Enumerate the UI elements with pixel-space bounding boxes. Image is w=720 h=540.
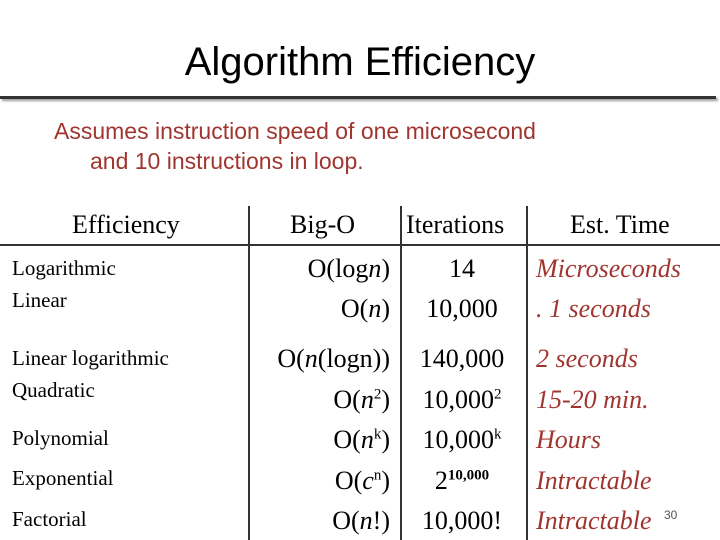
iterations-cell: 10,000$^2$ <box>422 385 502 414</box>
time-cell: 2 seconds <box>536 344 638 373</box>
header-divider <box>0 244 720 246</box>
bigo-cell: O(logn) <box>307 254 390 283</box>
iterations-cell: 140,000 <box>419 344 505 373</box>
header-bigo: Big-O <box>290 210 355 239</box>
efficiency-label: Linear logarithmic <box>12 346 169 370</box>
iterations-cell: 10,000$^k$ <box>422 425 502 454</box>
time-cell: Intractable <box>536 466 652 495</box>
subtitle-line-2: and 10 instructions in loop. <box>90 148 364 174</box>
bigo-cell: $O(n^k)$ <box>333 425 390 454</box>
iterations-cell: 10,000! <box>421 506 503 535</box>
time-cell: 15-20 min. <box>536 385 649 414</box>
header-efficiency: Efficiency <box>72 210 180 239</box>
column-divider-2 <box>400 206 402 540</box>
title-divider <box>0 96 716 99</box>
subtitle-line-1: Assumes instruction speed of one microsecond <box>54 118 536 144</box>
efficiency-label: Linear <box>12 288 67 312</box>
page-number: 30 <box>664 508 678 522</box>
iterations-cell: 2$^{10,000}$ <box>434 466 490 495</box>
slide-title: Algorithm Efficiency <box>184 40 536 84</box>
bigo-cell: O(n(logn)) <box>277 344 390 373</box>
iterations-cell: 10,000 <box>426 294 498 323</box>
bigo-cell: O(n) <box>340 294 390 323</box>
bigo-cell: $O(c^n)$ <box>334 466 390 495</box>
efficiency-label: Factorial <box>12 507 87 531</box>
efficiency-label: Quadratic <box>12 378 95 402</box>
efficiency-label: Exponential <box>12 466 114 490</box>
time-cell: Intractable <box>536 506 652 535</box>
efficiency-label: Polynomial <box>12 426 109 450</box>
column-divider-1 <box>248 206 250 540</box>
time-cell: Hours <box>536 425 602 454</box>
header-est-time: Est. Time <box>570 210 670 239</box>
time-cell: Microseconds <box>536 254 681 283</box>
time-cell: . 1 seconds <box>536 294 651 323</box>
bigo-cell: $O(n^2)$ <box>333 385 390 414</box>
iterations-cell: 14 <box>449 254 475 283</box>
header-iterations: Iterations <box>406 210 505 239</box>
bigo-cell: O(n!) <box>332 506 390 535</box>
column-divider-3 <box>526 206 528 540</box>
efficiency-label: Logarithmic <box>12 256 116 280</box>
